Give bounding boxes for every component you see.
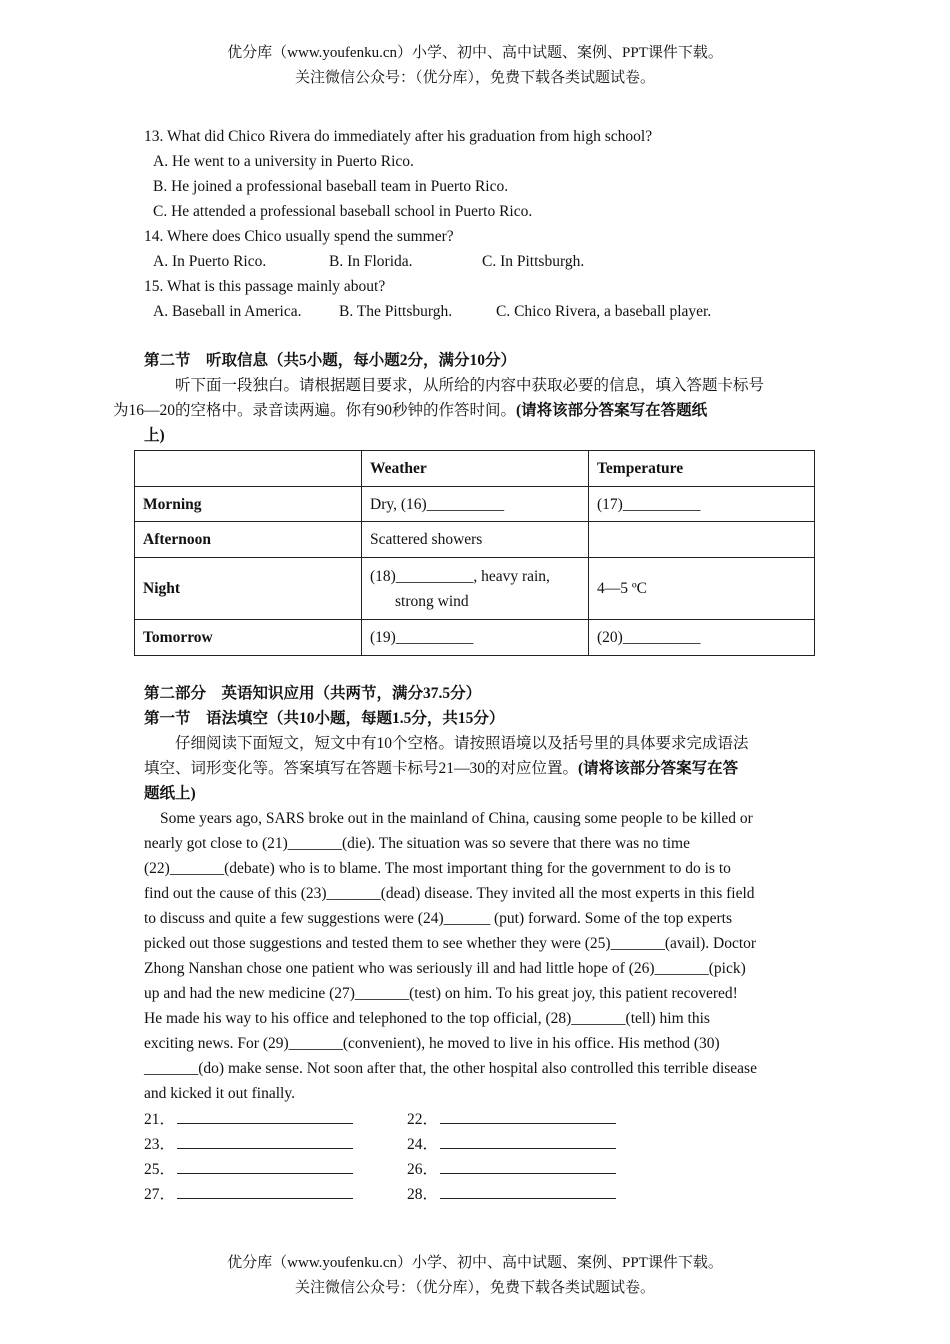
question-14-option-a: A. In Puerto Rico. — [153, 253, 267, 270]
passage-line: He made his way to his office and telephoned to the top official, (28)_______(tell) him this — [144, 1010, 710, 1027]
answer-item — [144, 1106, 407, 1132]
question-15-options — [144, 299, 812, 324]
passage-line: Zhong Nanshan chose one patient who was seriously ill and had little hope of (26)_______(pick) — [144, 960, 746, 977]
question-15: 15. What is this passage mainly about? — [144, 278, 386, 295]
section-2-instr-2-bold: (请将该部分答案写在答题纸 — [516, 402, 708, 419]
passage-line: exciting news. For (29)_______(convenient), he moved to live in his office. His method (30) — [144, 1035, 720, 1052]
answer-item — [407, 1106, 670, 1132]
weather-cell: Dry, (16)__________ — [362, 487, 589, 522]
answer-number: 27． — [144, 1186, 176, 1203]
question-13-option-c: C. He attended a professional baseball school in Puerto Rico. — [153, 203, 533, 220]
passage-line: picked out those suggestions and tested them to see whether they were (25)_______(avail). Doctor — [144, 935, 757, 952]
answer-blank[interactable] — [440, 1106, 616, 1124]
answer-row — [144, 1131, 812, 1156]
footer-line-2: 关注微信公众号：（优分库），免费下载各类试题试卷。 — [294, 1280, 655, 1296]
page-header — [0, 41, 950, 91]
part-2-instr-3-bold: 题纸上) — [144, 785, 196, 802]
question-14: 14. Where does Chico usually spend the summer? — [144, 228, 454, 245]
part-2-instr-2-bold: (请将该部分答案写在答 — [578, 760, 739, 777]
answer-item — [407, 1181, 670, 1207]
answer-row — [144, 1106, 812, 1131]
temperature-cell — [589, 522, 815, 558]
part-2-instr-2: 填空、词形变化等。答案填写在答题卡标号21—30的对应位置。 — [144, 760, 579, 777]
answer-item — [144, 1156, 407, 1182]
answer-item — [407, 1131, 670, 1157]
passage-line: up and had the new medicine (27)_______(test) on him. To his great joy, this patient recovered! — [144, 985, 738, 1002]
answer-number: 26． — [407, 1161, 439, 1178]
question-14-option-c: C. In Pittsburgh. — [482, 253, 585, 270]
section-2-instr-3-bold: 上) — [144, 427, 165, 444]
part-2-section-1-title: 第一节 语法填空（共10小题，每题1.5分，共15分） — [144, 710, 505, 727]
passage-line: and kicked it out finally. — [144, 1085, 295, 1102]
footer-line-1: 优分库（www.youfenku.cn）小学、初中、高中试题、案例、PPT课件下载。 — [227, 1255, 723, 1271]
table-row — [135, 620, 815, 656]
temperature-cell: 4—5 ºC — [589, 558, 815, 620]
answer-blank[interactable] — [440, 1181, 616, 1199]
row-label: Afternoon — [135, 522, 362, 558]
question-13-option-b: B. He joined a professional baseball team in Puerto Rico. — [153, 178, 509, 195]
section-2-instr-2: 为16—20的空格中。录音读两遍。你有90秒钟的作答时间。 — [113, 402, 517, 419]
answer-item — [407, 1156, 670, 1182]
answer-blank[interactable] — [177, 1181, 353, 1199]
section-2-instructions — [113, 373, 812, 448]
question-15-option-b: B. The Pittsburgh. — [339, 303, 453, 320]
question-14-option-b: B. In Florida. — [329, 253, 413, 270]
answer-row — [144, 1181, 812, 1206]
part-2-title: 第二部分 英语知识应用（共两节，满分37.5分） — [144, 685, 482, 702]
passage-line: _______(do) make sense. Not soon after that, the other hospital also controlled this terrible disease — [144, 1060, 757, 1077]
passage-line: Some years ago, SARS broke out in the mainland of China, causing some people to be killed or — [160, 810, 753, 827]
table-header-cell: Temperature — [589, 451, 815, 487]
weather-table — [134, 450, 815, 656]
answer-blanks — [144, 1106, 812, 1206]
passage-line: find out the cause of this (23)_______(dead) disease. They invited all the most experts in this field — [144, 885, 755, 902]
temperature-cell: (17)__________ — [589, 487, 815, 522]
passage-line: to discuss and quite a few suggestions were (24)______ (put) forward. Some of the top experts — [144, 910, 733, 927]
passage-line: (22)_______(debate) who is to blame. The most important thing for the government to do is to — [144, 860, 731, 877]
answer-number: 28． — [407, 1186, 439, 1203]
passage — [144, 806, 812, 1106]
answer-blank[interactable] — [177, 1131, 353, 1149]
answer-number: 25． — [144, 1161, 176, 1178]
table-row — [135, 487, 815, 522]
header-line-1: 优分库（www.youfenku.cn）小学、初中、高中试题、案例、PPT课件下载。 — [227, 45, 723, 61]
weather-cell: (19)__________ — [362, 620, 589, 656]
table-header-cell — [135, 451, 362, 487]
weather-cell-line-1: (18)__________, heavy rain, — [370, 567, 550, 585]
answer-number: 21． — [144, 1111, 176, 1128]
part-2-instructions — [144, 731, 812, 806]
answer-blank[interactable] — [440, 1156, 616, 1174]
weather-cell — [362, 558, 589, 620]
table-row — [135, 558, 815, 620]
answer-blank[interactable] — [177, 1106, 353, 1124]
answer-number: 23． — [144, 1136, 176, 1153]
question-15-option-c: C. Chico Rivera, a baseball player. — [496, 303, 712, 320]
temperature-cell: (20)__________ — [589, 620, 815, 656]
table-header-cell: Weather — [362, 451, 589, 487]
answer-item — [144, 1181, 407, 1207]
row-label: Tomorrow — [135, 620, 362, 656]
section-2-title: 第二节 听取信息（共5小题，每小题2分，满分10分） — [144, 352, 517, 369]
answer-number: 24． — [407, 1136, 439, 1153]
row-label: Night — [135, 558, 362, 620]
passage-line: nearly got close to (21)_______(die). The situation was so severe that there was no time — [144, 835, 690, 852]
weather-cell-line-2: strong wind — [395, 592, 469, 610]
question-13: 13. What did Chico Rivera do immediately after his graduation from high school? — [144, 128, 653, 145]
answer-row — [144, 1156, 812, 1181]
answer-item — [144, 1131, 407, 1157]
part-2-instr-1: 仔细阅读下面短文，短文中有10个空格。请按照语境以及括号里的具体要求完成语法 — [175, 735, 749, 752]
answer-number: 22． — [407, 1111, 439, 1128]
header-line-2: 关注微信公众号：（优分库），免费下载各类试题试卷。 — [294, 70, 655, 86]
question-13-option-a: A. He went to a university in Puerto Rico. — [153, 153, 414, 170]
table-row — [135, 522, 815, 558]
table-header-row — [135, 451, 815, 487]
answer-blank[interactable] — [177, 1156, 353, 1174]
section-2-instr-1: 听下面一段独白。请根据题目要求，从所给的内容中获取必要的信息，填入答题卡标号 — [175, 377, 765, 394]
weather-cell: Scattered showers — [362, 522, 589, 558]
row-label: Morning — [135, 487, 362, 522]
page-footer — [0, 1251, 950, 1301]
answer-blank[interactable] — [440, 1131, 616, 1149]
question-15-option-a: A. Baseball in America. — [153, 303, 302, 320]
document-body — [113, 124, 812, 1206]
question-14-options — [144, 249, 812, 274]
